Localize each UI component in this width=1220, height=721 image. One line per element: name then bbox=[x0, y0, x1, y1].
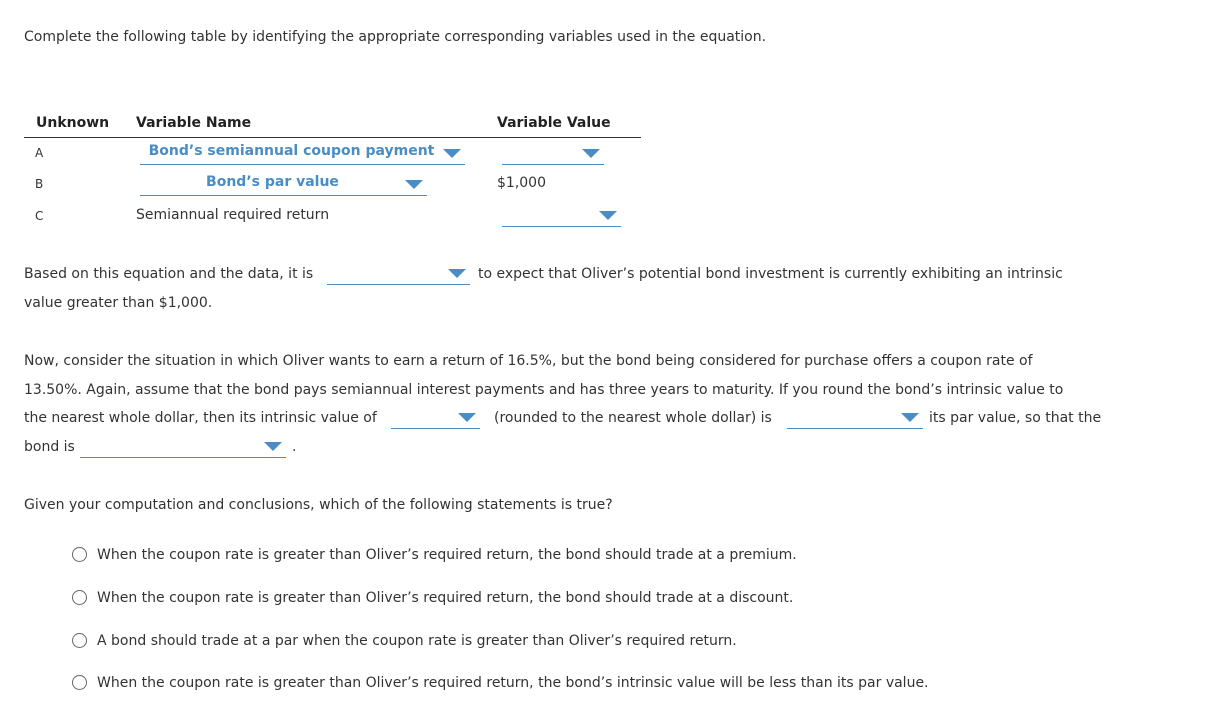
para2-line3-start: the nearest whole dollar, then its intrinsic value of bbox=[24, 410, 377, 426]
para1-text-continued: value greater than $1,000. bbox=[24, 295, 213, 311]
question-text: Given your computation and conclusions, which of the following statements is true? bbox=[24, 497, 613, 513]
header-divider bbox=[24, 137, 641, 138]
para2-line3-middle: (rounded to the nearest whole dollar) is bbox=[494, 410, 772, 426]
comparison-dropdown[interactable] bbox=[787, 406, 923, 429]
chevron-down-icon bbox=[264, 442, 282, 451]
chevron-down-icon bbox=[448, 269, 466, 278]
para1-text-start: Based on this equation and the data, it is bbox=[24, 266, 314, 282]
chevron-down-icon bbox=[582, 149, 600, 158]
radio-button[interactable] bbox=[72, 547, 87, 562]
header-variable-value: Variable Value bbox=[497, 115, 611, 131]
chevron-down-icon bbox=[405, 180, 423, 189]
answer-option-4-label: When the coupon rate is greater than Oliver’s required return, the bond’s intrinsic value will be less than its par value. bbox=[97, 675, 929, 691]
row-a-variable-name-dropdown[interactable] bbox=[140, 142, 465, 165]
row-b-variable-name-selected: Bond’s par value bbox=[206, 174, 339, 190]
answer-option-2-label: When the coupon rate is greater than Oliver’s required return, the bond should trade at a discount. bbox=[97, 590, 794, 606]
chevron-down-icon bbox=[443, 149, 461, 158]
row-a-variable-name-selected: Bond’s semiannual coupon payment bbox=[148, 143, 435, 159]
row-c-variable-value-dropdown[interactable] bbox=[502, 204, 621, 227]
para2-line1: Now, consider the situation in which Oliver wants to earn a return of 16.5%, but the bond being considered for purchase offers a coupon rate of bbox=[24, 353, 1033, 369]
row-c-variable-name: Semiannual required return bbox=[136, 207, 330, 223]
para2-line3-end: its par value, so that the bbox=[929, 410, 1102, 426]
row-b-variable-name-dropdown[interactable] bbox=[140, 173, 427, 196]
radio-button[interactable] bbox=[72, 590, 87, 605]
chevron-down-icon bbox=[458, 413, 476, 422]
radio-button[interactable] bbox=[72, 675, 87, 690]
answer-option-3-label: A bond should trade at a par when the coupon rate is greater than Oliver’s required return. bbox=[97, 633, 737, 649]
instructions-text: Complete the following table by identifying the appropriate corresponding variables used in the equation. bbox=[24, 29, 767, 45]
row-a-variable-value-dropdown[interactable] bbox=[502, 142, 604, 165]
para1-text-end: to expect that Oliver’s potential bond investment is currently exhibiting an intrinsic bbox=[478, 266, 1063, 282]
chevron-down-icon bbox=[599, 211, 617, 220]
row-b-variable-value: $1,000 bbox=[497, 175, 546, 191]
answer-option-1-label: When the coupon rate is greater than Oliver’s required return, the bond should trade at a premium. bbox=[97, 547, 797, 563]
likelihood-dropdown[interactable] bbox=[327, 262, 470, 285]
chevron-down-icon bbox=[901, 413, 919, 422]
radio-button[interactable] bbox=[72, 633, 87, 648]
para2-line2: 13.50%. Again, assume that the bond pays semiannual interest payments and has three years to maturity. If you round the bond’s intrinsic value to bbox=[24, 382, 1064, 398]
row-a-unknown: A bbox=[35, 146, 44, 160]
bond-trading-dropdown[interactable] bbox=[80, 435, 286, 458]
para2-line4-end: . bbox=[292, 439, 297, 455]
row-c-unknown: C bbox=[35, 209, 44, 223]
header-variable-name: Variable Name bbox=[136, 115, 252, 131]
para2-line4-start: bond is bbox=[24, 439, 75, 455]
row-b-unknown: B bbox=[35, 177, 44, 191]
header-unknown: Unknown bbox=[36, 115, 110, 131]
intrinsic-value-dropdown[interactable] bbox=[391, 406, 480, 429]
